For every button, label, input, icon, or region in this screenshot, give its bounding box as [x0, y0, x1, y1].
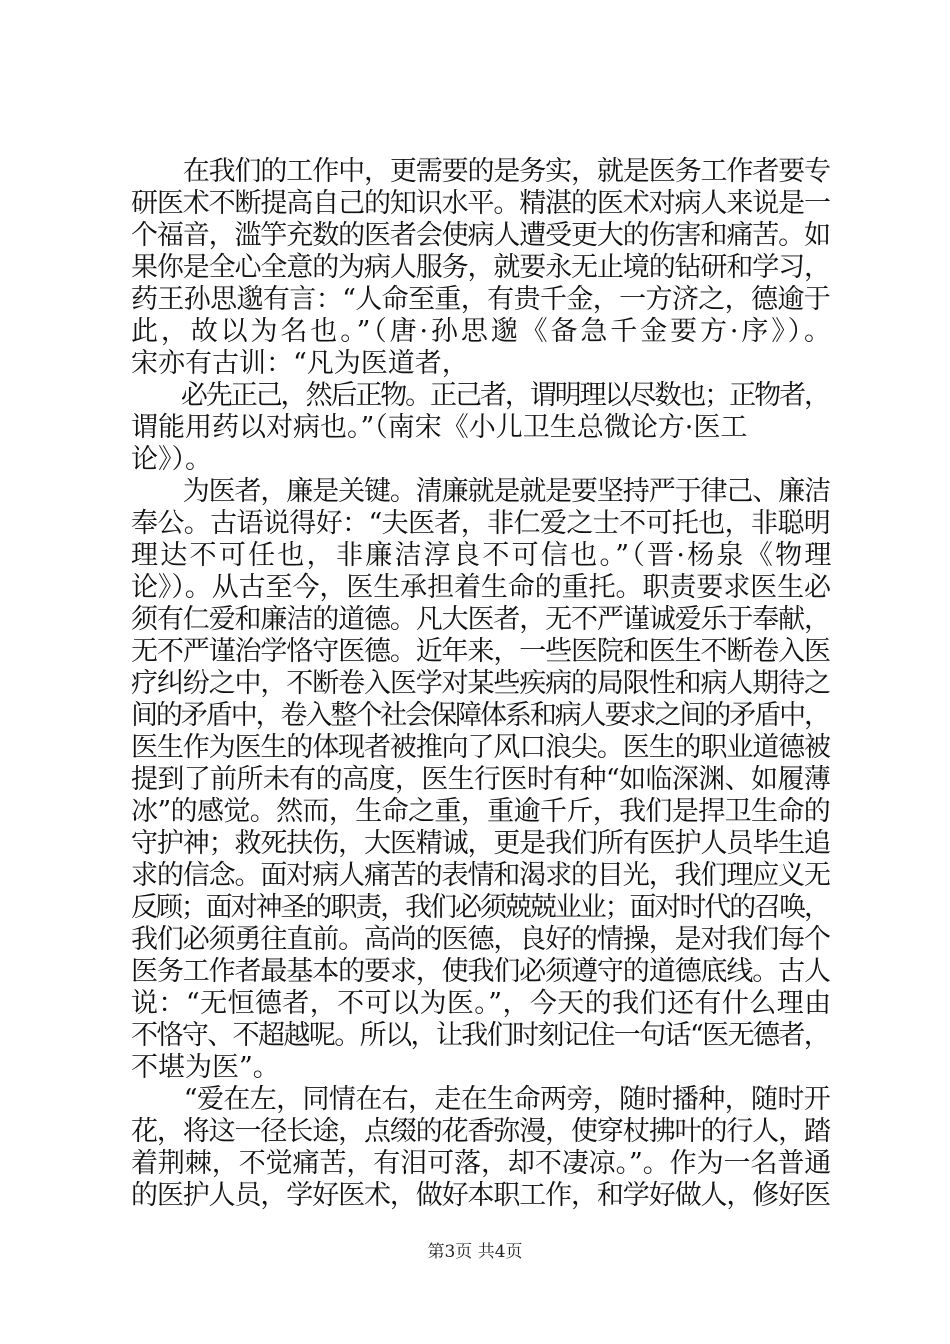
- text-line: 守护神；救死扶伤，大医精诚，更是我们所有医护人员毕生追: [131, 828, 830, 859]
- text-line: 反顾；面对神圣的职责，我们必须兢兢业业；面对时代的召唤，: [131, 892, 829, 923]
- text-line: 医生作为医生的体现者被推向了风口浪尖。医生的职业道德被: [131, 732, 830, 763]
- text-line: 论》）。从古至今，医生承担着生命的重托。职责要求医生必: [131, 572, 831, 603]
- text-line: 间的矛盾中，卷入整个社会保障体系和病人要求之间的矛盾中，: [131, 700, 829, 731]
- text-line: 不恪守、不超越呢。所以，让我们时刻记住一句话“医无德者，: [131, 1020, 830, 1051]
- text-line: 理达不可任也，非廉洁淳良不可信也。”（晋·杨泉《物理: [131, 540, 834, 571]
- text-line: 求的信念。面对病人痛苦的表情和渴求的目光，我们理应义无: [131, 860, 830, 891]
- text-line: 药王孙思邈有言：“人命至重，有贵千金，一方济之，德逾于: [131, 284, 831, 315]
- text-line: 论》）。: [131, 444, 212, 475]
- text-line: 谓能用药以对病也。”（南宋《小儿卫生总微论方·医工: [131, 412, 748, 443]
- text-line: 为医者，廉是关键。清廉就是就是要坚持严于律己、廉洁: [131, 476, 830, 507]
- text-line: 医务工作者最基本的要求，使我们必须遵守的道德底线。古人: [131, 956, 830, 987]
- text-line: 无不严谨治学恪守医德。近年来，一些医院和医生不断卷入医: [131, 636, 830, 667]
- text-line: “爱在左，同情在右，走在生命两旁，随时播种，随时开: [131, 1084, 831, 1115]
- page-footer: 第3页 共4页: [427, 1242, 523, 1262]
- text-line: 的医护人员，学好医术，做好本职工作，和学好做人，修好医: [131, 1180, 830, 1211]
- text-line: 提到了前所未有的高度，医生行医时有种“如临深渊、如履薄: [131, 764, 831, 795]
- text-line: 疗纠纷之中，不断卷入医学对某些疾病的局限性和病人期待之: [131, 668, 830, 699]
- text-line: 此，故以为名也。”（唐·孙思邈《备急千金要方·序》）。: [131, 316, 834, 347]
- text-line: 着荆棘，不觉痛苦，有泪可落，却不凄凉。”。作为一名普通: [131, 1148, 832, 1179]
- text-line: 宋亦有古训：“凡为医道者，: [131, 348, 469, 379]
- text-line: 果你是全心全意的为病人服务，就要永无止境的钻研和学习，: [131, 252, 830, 283]
- text-line: 花，将这一径长途，点缀的花香弥漫，使穿杖拂叶的行人，踏: [131, 1116, 830, 1147]
- text-line: 在我们的工作中，更需要的是务实，就是医务工作者要专: [131, 156, 830, 187]
- text-line: 不堪为医”。: [131, 1052, 280, 1083]
- text-line: 必先正己，然后正物。正己者，谓明理以尽数也；正物者，: [131, 380, 829, 411]
- text-line: 须有仁爱和廉洁的道德。凡大医者，无不严谨诚爱乐于奉献，: [131, 604, 830, 635]
- text-line: 说：“无恒德者，不可以为医。”，今天的我们还有什么理由: [131, 988, 832, 1019]
- text-line: 冰”的感觉。然而，生命之重，重逾千斤，我们是捍卫生命的: [131, 796, 831, 827]
- text-line: 我们必须勇往直前。高尚的医德，良好的情操，是对我们每个: [131, 924, 830, 955]
- text-line: 奉公。古语说得好：“夫医者，非仁爱之士不可托也，非聪明: [131, 508, 831, 539]
- text-line: 个福音，滥竽充数的医者会使病人遭受更大的伤害和痛苦。如: [131, 220, 830, 251]
- text-line: 研医术不断提高自己的知识水平。精湛的医术对病人来说是一: [131, 188, 830, 219]
